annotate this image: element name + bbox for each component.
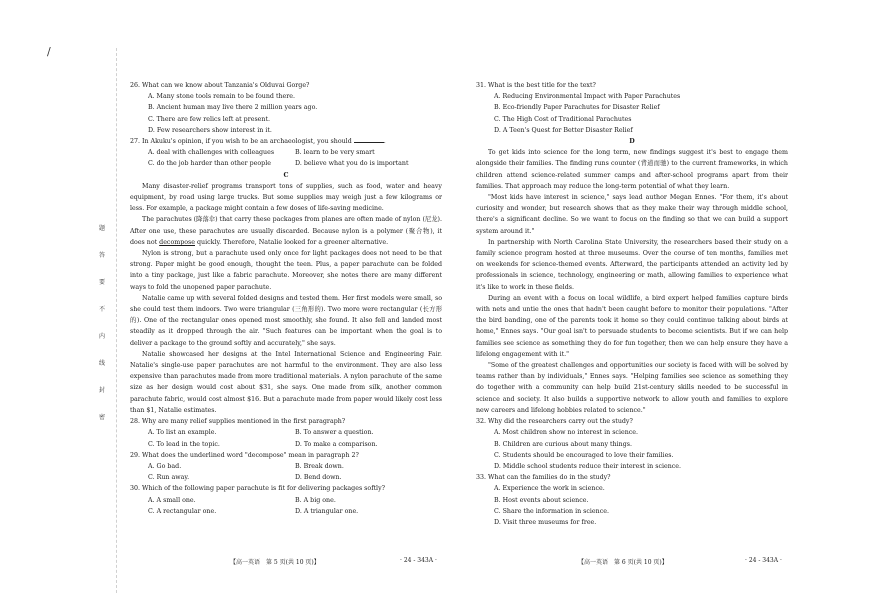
question-32-stem: 32. Why did the researchers carry out the study? <box>476 418 633 426</box>
passage-d-p4: During an event with a focus on local wildlife, a bird expert helped families capture birds with nets and untie the ones that hadn't been caught before to monitor their populations. "After the bird banding, one of the parents took it home so they could continue talking about birds at home," Ennes says. "Our goal isn't to persuade students to become scientists. But if we can help families see science as something they do for fun together, then we can help ensure they have a lifelong engagement with it." <box>476 294 788 358</box>
option-28d: D. To make a comparison. <box>295 440 378 448</box>
binding-line <box>116 48 117 593</box>
sidebar-char: 线 <box>99 360 106 367</box>
page-code-right: · 24 - 343A · <box>745 557 782 564</box>
passage-c-p2 <box>130 214 442 248</box>
option-29c: C. Run away. <box>148 474 190 482</box>
option-row <box>148 506 442 517</box>
binding-sidebar <box>99 215 109 431</box>
q27-stem-end: . <box>383 138 386 146</box>
option-31c: C. The High Cost of Traditional Parachutes <box>494 115 632 123</box>
question-28-stem: 28. Why are many relief supplies mentioned in the first paragraph? <box>130 418 346 426</box>
p2-text-b: quickly. Therefore, Natalie looked for a greener alternative. <box>195 238 389 246</box>
q27-stem-text: 27. In Akuku's opinion, if you wish to be an archaeologist, you should <box>130 138 352 146</box>
section-d-heading: D <box>629 138 635 146</box>
question-30-stem: 30. Which of the following paper parachute is fit for delivering packages softly? <box>130 485 386 493</box>
option-30b: B. A big one. <box>295 496 336 504</box>
option-row <box>148 461 442 472</box>
question-27-stem <box>130 136 442 147</box>
option-26c: C. There are few relics left at present. <box>148 115 270 123</box>
option-29a: A. Go bad. <box>148 462 182 470</box>
passage-d-p2: "Most kids have interest in science," says lead author Megan Ennes. "For them, it's about curiosity and wonder, but research shows that as they make their way through middle school, there's a significant decline. So we want to focus on the finding so that we can build a support system around it." <box>476 194 788 235</box>
sidebar-char: 内 <box>99 333 106 340</box>
option-33c: C. Share the information in science. <box>494 507 609 515</box>
section-c-heading: C <box>283 171 289 179</box>
option-26b: B. Ancient human may live there 2 million years ago. <box>148 104 318 112</box>
option-27c: C. do the job harder than other people <box>148 160 271 168</box>
sidebar-char: 密 <box>99 414 106 421</box>
option-28b: B. To answer a question. <box>295 429 374 437</box>
sidebar-char: 题 <box>99 225 106 232</box>
option-31d: D. A Teen's Quest for Better Disaster Relief <box>494 126 633 134</box>
page-footer-left: 【高一英语 第 5 页(共 10 页)】 <box>230 559 320 566</box>
passage-c-p1: Many disaster-relief programs transport tons of supplies, such as food, water and heavy equipment, by road using large trucks. But some supplies may weigh just a few kilograms or less. For example, a package might contain a few doses of life-saving medicine. <box>130 182 442 213</box>
option-32c: C. Students should be encouraged to love their families. <box>494 451 674 459</box>
option-33a: A. Experience the work in science. <box>494 485 605 493</box>
option-28a: A. To list an example. <box>148 429 217 437</box>
passage-d-p1: To get kids into science for the long term, new findings suggest it's best to engage them alongside their families. The finding runs counter (背道而驰) to the current frameworks, in which children attend science-related summer camps and after-school programs apart from their families. That approach may reduce the long-term potential of what they learn. <box>476 149 788 190</box>
sidebar-char: 不 <box>99 306 106 313</box>
option-30d: D. A triangular one. <box>295 507 359 515</box>
option-33b: B. Host events about science. <box>494 496 589 504</box>
option-32d: D. Middle school students reduce their interest in science. <box>494 462 682 470</box>
option-row <box>148 147 442 158</box>
question-26-stem: 26. What can we know about Tanzania's Olduvai Gorge? <box>130 82 310 89</box>
option-33d: D. Visit three museums for free. <box>494 518 597 526</box>
p2-text-a: The parachutes (降落伞) that carry these packages from planes are often made of nylon (尼龙). After one use, these parachutes are usually discarded. Because nylon is a polymer (聚合物), it does not <box>130 216 442 246</box>
passage-d-p3: In partnership with North Carolina State University, the researchers based their study on a family science program hosted at three museums. Over the course of ten months, families met on weekends for science-themed events. Afterward, the participants attended an activity led by professionals in science, technology, engineering or math, allowing families to experience what it's like to work in these fields. <box>476 238 788 291</box>
sidebar-char: 要 <box>99 279 106 286</box>
option-27d: D. believe what you do is important <box>295 160 409 168</box>
passage-c-p5: Natalie showcased her designs at the Intel International Science and Engineering Fair. Natalie's single-use paper parachutes are not harmful to the environment. They are also less expensive than parachutes made from more traditional materials. A nylon parachute of the same size as her design would cost about $31, she says. One made from silk, another common parachute fabric, would cost almost $16. But a parachute made from paper would likely cost less than $1, Natalie estimates. <box>130 350 442 414</box>
option-30a: A. A small one. <box>148 496 196 504</box>
option-31b: B. Eco-friendly Paper Parachutes for Disaster Relief <box>494 104 660 112</box>
option-row <box>148 439 442 450</box>
sidebar-char: 答 <box>99 252 106 259</box>
option-29d: D. Bend down. <box>295 474 342 482</box>
question-33-stem: 33. What can the families do in the study? <box>476 474 611 482</box>
option-27a: A. deal with challenges with colleagues <box>148 149 275 157</box>
page-code-left: · 24 - 343A · <box>400 557 437 564</box>
question-31-stem: 31. What is the best title for the text? <box>476 82 596 89</box>
page-footer-right: 【高一英语 第 6 页(共 10 页)】 <box>578 559 668 566</box>
sidebar-char: 封 <box>99 387 106 394</box>
option-row <box>148 472 442 483</box>
option-32a: A. Most children show no interest in science. <box>494 429 639 437</box>
option-row <box>148 427 442 438</box>
option-26a: A. Many stone tools remain to be found there. <box>148 93 295 101</box>
option-row <box>148 495 442 506</box>
margin-mark: / <box>47 45 51 58</box>
option-30c: C. A rectangular one. <box>148 507 217 515</box>
option-row <box>148 158 442 169</box>
passage-c-p3: Nylon is strong, but a parachute used only once for light packages does not need to be that strong. Paper might be good enough, thought the teen. Plus, a paper parachute can be folded into a tiny package, just like a fabric parachute. Moreover, she notes there are many different ways to fold the unopened paper parachute. <box>130 250 442 291</box>
passage-d-p5: "Some of the greatest challenges and opportunities our society is faced with will be solved by teams rather than by individuals," Ennes says. "Helping families see science as something they do together with a community can help build 21st-century skills needed to be successful in science and society. It also builds a supportive network to allow youth and families to explore new careers and lifelong hobbies related to science." <box>476 362 788 414</box>
option-28c: C. To lead in the topic. <box>148 440 220 448</box>
option-32b: B. Children are curious about many things. <box>494 440 632 448</box>
passage-c-p4: Natalie came up with several folded designs and tested them. Her first models were small, so she could test them indoors. Two were triangular (三角形的). Two more were rectangular (长方形的). One of the rectangular ones opened most smoothly, she found. It also fell and landed most steadily as it dropped through the air. "Such features can be important when the goal is to deliver a package to the ground softly and accurately," she says. <box>130 294 442 347</box>
underlined-word: decompose <box>159 238 195 246</box>
option-26d: D. Few researchers show interest in it. <box>148 126 272 134</box>
option-29b: B. Break down. <box>295 462 344 470</box>
right-column <box>476 80 788 528</box>
answer-blank <box>354 136 386 146</box>
question-29-stem: 29. What does the underlined word "decompose" mean in paragraph 2? <box>130 451 359 459</box>
option-27b: B. learn to be very smart <box>295 149 375 157</box>
left-column <box>130 80 442 517</box>
option-31a: A. Reducing Environmental Impact with Paper Parachutes <box>494 93 681 101</box>
